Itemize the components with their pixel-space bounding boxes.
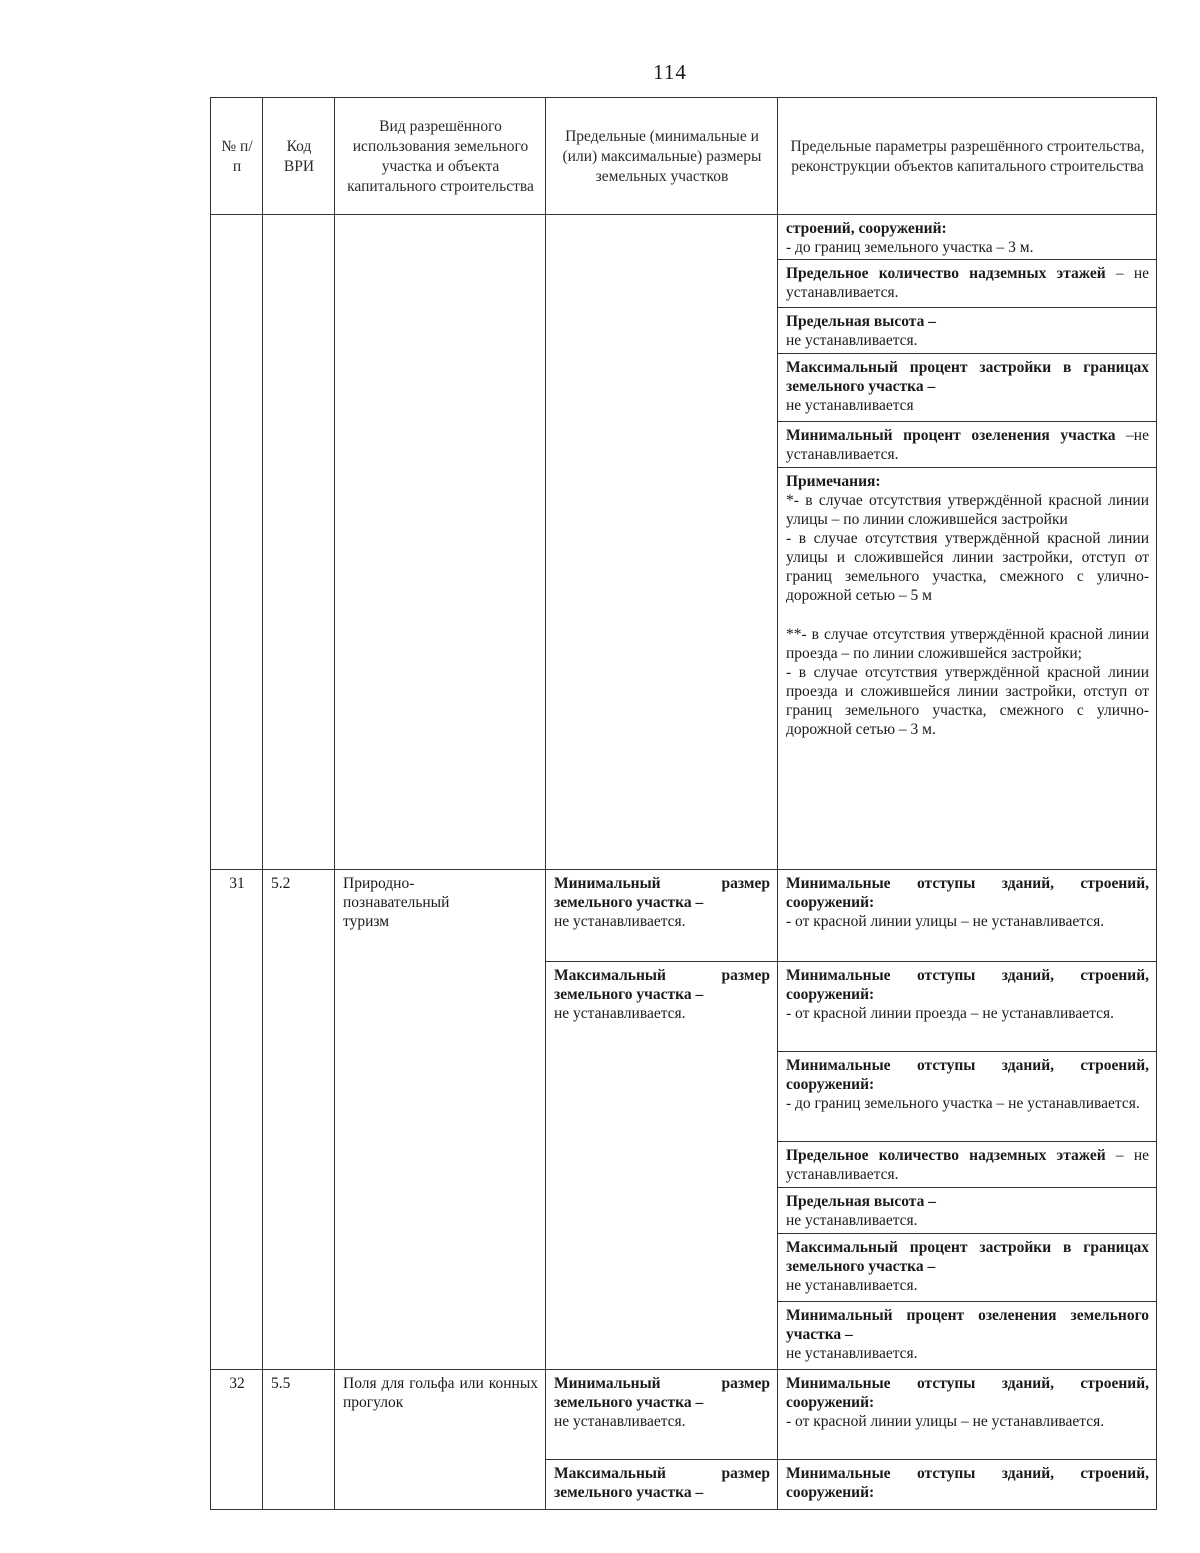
param-text: – не устанавливается.: [786, 1147, 1149, 1183]
param-cell: [778, 1460, 1157, 1510]
header-plot-size: Предельные (минимальные и (или) максимальные) размеры земельных участков: [546, 98, 778, 215]
row-code: 5.2: [263, 870, 335, 1370]
param-text: - от красной линии улицы – не устанавливается.: [786, 913, 1105, 930]
max-size-title: Максимальный размер земельного участка –: [554, 967, 770, 1003]
max-size-text: не устанавливается.: [554, 1005, 686, 1022]
param-cell: [778, 1370, 1157, 1460]
param-title: Минимальные отступы зданий, строений, сооружений:: [786, 1465, 1149, 1501]
max-size-cell: [546, 962, 778, 1370]
param-text: - до границ земельного участка – не устанавливается.: [786, 1095, 1140, 1112]
param-cell: [778, 422, 1157, 468]
cont-num-cell: [211, 215, 263, 870]
cont-code-cell: [263, 215, 335, 870]
param-text: не устанавливается.: [786, 1277, 918, 1294]
param-cell: [778, 260, 1157, 308]
param-title: Максимальный процент застройки в границах земельного участка –: [786, 359, 1149, 395]
max-size-title: Максимальный размер земельного участка –: [554, 1465, 770, 1501]
note-paragraph: - в случае отсутствия утверждённой красной линии проезда и сложившейся линии застройки, отступ от границ земельного участка, смежного с улично-дорожной сетью – 3 м.: [786, 664, 1149, 738]
param-text: - от красной линии проезда – не устанавливается.: [786, 1005, 1114, 1022]
param-cell: [778, 354, 1157, 422]
table-header-row: [211, 98, 1157, 215]
param-text: - до границ земельного участка – 3 м.: [786, 239, 1034, 256]
min-size-text: не устанавливается.: [554, 1413, 686, 1430]
param-title: Предельное количество надземных этажей: [786, 265, 1106, 282]
row-code: 5.5: [263, 1370, 335, 1510]
param-text: не устанавливается.: [786, 1212, 918, 1229]
header-number: № п/п: [211, 98, 263, 215]
use-name-text: Природно-познавательный туризм: [343, 875, 450, 930]
min-size-cell: [546, 870, 778, 962]
row-use-name: Поля для гольфа или конных прогулок: [335, 1370, 546, 1510]
header-construction-params: Предельные параметры разрешённого строительства, реконструкции объектов капитального строительства: [778, 98, 1157, 215]
param-cell: [778, 1188, 1157, 1234]
table-row: [211, 1370, 1157, 1460]
param-text: не устанавливается: [786, 397, 914, 414]
param-cell: [778, 870, 1157, 962]
row-number: 31: [211, 870, 263, 1370]
param-title: Максимальный процент застройки в границах земельного участка –: [786, 1239, 1149, 1275]
param-cell: [778, 1302, 1157, 1370]
param-cell: [778, 1052, 1157, 1142]
note-paragraph: *- в случае отсутствия утверждённой красной линии улицы – по линии сложившейся застройки: [786, 492, 1149, 528]
header-use-type: Вид разрешённого использования земельного участка и объекта капитального строительства: [335, 98, 546, 215]
row-use-name: [335, 870, 546, 1370]
param-cell: [778, 1234, 1157, 1302]
min-size-title: Минимальный размер земельного участка –: [554, 1375, 770, 1411]
min-size-title: Минимальный размер земельного участка –: [554, 875, 770, 911]
param-title: строений, сооружений:: [786, 220, 947, 237]
param-title: Минимальные отступы зданий, строений, сооружений:: [786, 875, 1149, 911]
param-cell: [778, 308, 1157, 354]
param-text: –не устанавливается.: [786, 427, 1149, 463]
cont-size-cell: [546, 215, 778, 870]
header-code: Код ВРИ: [263, 98, 335, 215]
param-title: Минимальные отступы зданий, строений, сооружений:: [786, 1057, 1149, 1093]
zoning-parameters-table: [210, 97, 1157, 1510]
param-text: - от красной линии улицы – не устанавливается.: [786, 1413, 1105, 1430]
table-row: [211, 215, 1157, 260]
param-text: не устанавливается.: [786, 332, 918, 349]
max-size-cell: [546, 1460, 778, 1510]
param-cell: [778, 962, 1157, 1052]
param-text: не устанавливается.: [786, 1345, 918, 1362]
param-title: Минимальные отступы зданий, строений, сооружений:: [786, 967, 1149, 1003]
param-cell: [778, 1142, 1157, 1188]
param-title: Предельное количество надземных этажей: [786, 1147, 1106, 1164]
notes-title: Примечания:: [786, 473, 881, 490]
param-title: Предельная высота –: [786, 1193, 936, 1210]
row-number: 32: [211, 1370, 263, 1510]
param-title: Предельная высота –: [786, 313, 936, 330]
note-paragraph: - в случае отсутствия утверждённой красной линии улицы и сложившейся линии застройки, отступ от границ земельного участка, смежного с улично-дорожной сетью – 5 м: [786, 530, 1149, 604]
param-title: Минимальный процент озеленения земельного участка –: [786, 1307, 1149, 1343]
page-number: 114: [653, 60, 687, 84]
min-size-text: не устанавливается.: [554, 913, 686, 930]
note-paragraph: **- в случае отсутствия утверждённой красной линии проезда – по линии сложившейся застройки;: [786, 626, 1149, 662]
param-title: Минимальный процент озеленения участка: [786, 427, 1116, 444]
notes-cell: [778, 468, 1157, 870]
param-text: – не устанавливается.: [786, 265, 1149, 301]
param-cell: [778, 215, 1157, 260]
param-title: Минимальные отступы зданий, строений, сооружений:: [786, 1375, 1149, 1411]
cont-name-cell: [335, 215, 546, 870]
table-row: [211, 870, 1157, 962]
min-size-cell: [546, 1370, 778, 1460]
